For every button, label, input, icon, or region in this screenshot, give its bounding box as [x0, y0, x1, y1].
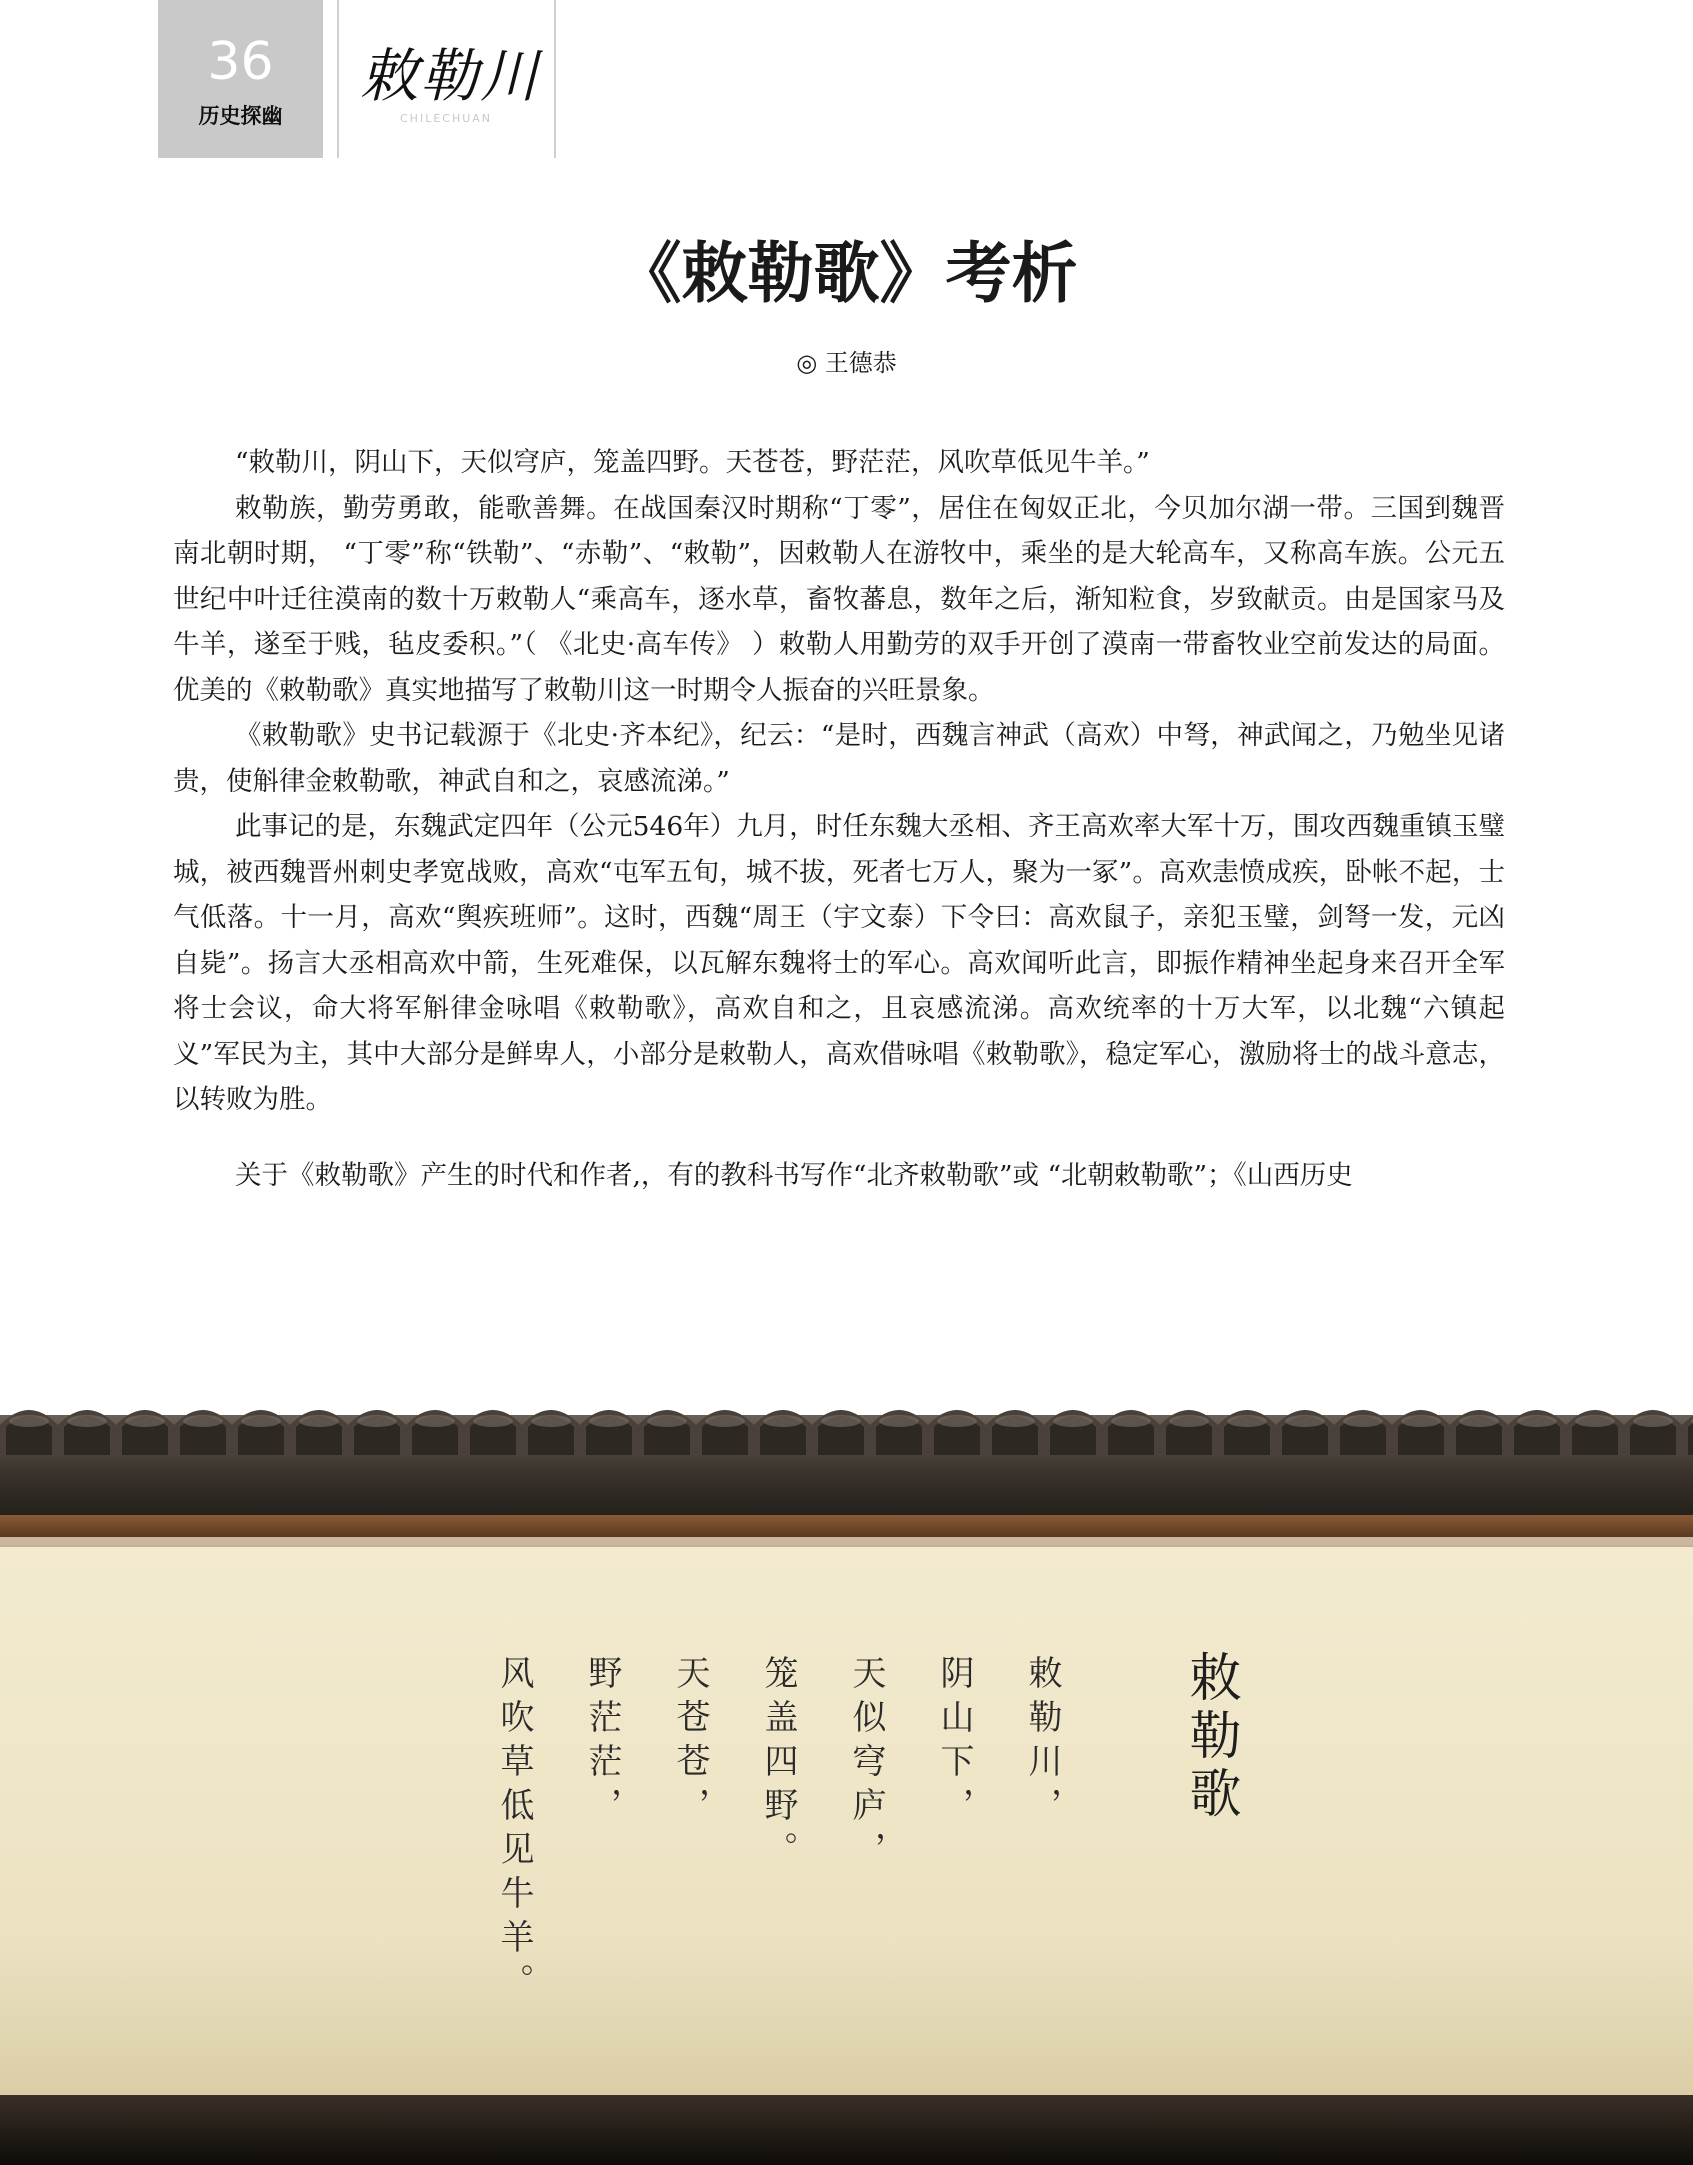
- page-number-box: [158, 0, 323, 158]
- paragraph: 敕勒族，勤劳勇敢，能歌善舞。在战国秦汉时期称“丁零”，居住在匈奴正北，今贝加尔湖一带。三国到魏晋南北朝时期， “丁零”称“铁勒”、“赤勒”、“敕勒”，因敕勒人在游牧中，乘坐的是大轮高车，又称高车族。公元五世纪中叶迁往漠南的数十万敕勒人“乘高车，逐水草，畜牧蕃息，数年之后，渐知粒食，岁致献贡。由是国家马及牛羊，遂至于贱，毡皮委积。”（ 《北史·高车传》 ）敕勒人用勤劳的双手开创了漠南一带畜牧业空前发达的局面。优美的《敕勒歌》真实地描写了敕勒川这一时期令人振奋的兴旺景象。: [173, 492, 1505, 706]
- logo-text: 敕勒川: [360, 42, 541, 110]
- poem-line: 阴山下，: [934, 1655, 974, 1831]
- article-author: ◎ 王德恭: [796, 349, 897, 377]
- section-label: 历史探幽: [198, 104, 283, 128]
- paragraph: 此事记的是，东魏武定四年（公元546年）九月，时任东魏大丞相、齐王高欢率大军十万，围攻西魏重镇玉璧城，被西魏晋州刺史孝宽战败，高欢“屯军五旬，城不拔，死者七万人，聚为一冢”。高欢恚愤成疾，卧帐不起，士气低落。十一月，高欢“舆疾班师”。这时，西魏“周王（宇文泰）下令曰：高欢鼠子，亲犯玉璧，剑弩一发，元凶自毙”。扬言大丞相高欢中箭，生死难保，以瓦解东魏将士的军心。高欢闻听此言，即振作精神坐起身来召开全军将士会议，命大将军斛律金咏唱《敕勒歌》，高欢自和之，且哀感流涕。高欢统率的十万大军，以北魏“六镇起义”军民为主，其中大部分是鲜卑人，小部分是敕勒人，高欢借咏唱《敕勒歌》，稳定军心，激励将士的战斗意志，以转败为胜。: [173, 811, 1505, 1115]
- article-title: 《敕勒歌》考析: [615, 234, 1078, 312]
- article-body: [173, 440, 1505, 1198]
- poem-line: 风吹草低见牛羊。: [494, 1655, 534, 2007]
- poem-title: 敕勒歌: [1180, 1650, 1240, 1824]
- paragraph: “敕勒川，阴山下，天似穹庐，笼盖四野。天苍苍，野茫茫，风吹草低见牛羊。”: [235, 447, 1150, 478]
- paragraph: 关于《敕勒歌》产生的时代和作者,，有的教科书写作“北齐敕勒歌”或 “北朝敕勒歌”；《山西历史: [235, 1159, 1353, 1191]
- poem-line: 野茫茫，: [582, 1655, 622, 1831]
- poem-line: 天似穹庐，: [846, 1655, 886, 1875]
- paragraph: 《敕勒歌》史书记载源于《北史·齐本纪》，纪云：“是时，西魏言神武（高欢）中弩，神武闻之，乃勉坐见诸贵，使斛律金敕勒歌，神武自和之，哀感流涕。”: [173, 720, 1505, 797]
- logo-subtext: CHILECHUAN: [400, 112, 493, 125]
- poem-line: 天苍苍，: [670, 1655, 710, 1831]
- poem-line: 敕勒川，: [1022, 1655, 1062, 1831]
- poem-line: 笼盖四野。: [758, 1655, 798, 1875]
- header-divider-right: [554, 0, 556, 158]
- magazine-logo: [360, 40, 540, 130]
- header-divider: [337, 0, 339, 158]
- page-number: 36: [207, 32, 274, 92]
